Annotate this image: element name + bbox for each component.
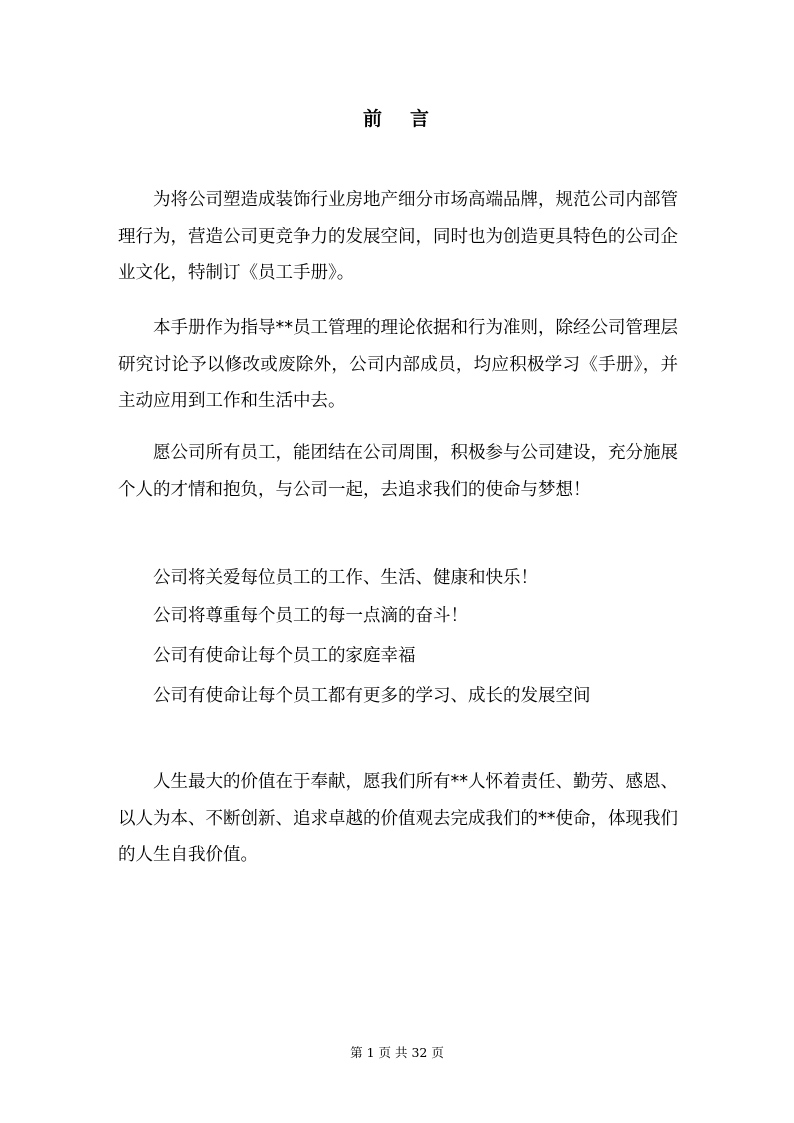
- motto-line-3: 公司有使命让每个员工的家庭幸福: [153, 646, 416, 666]
- title-char-2: 言: [410, 108, 432, 130]
- title-char-1: 前: [362, 108, 384, 130]
- motto-line-1: 公司将关爱每位员工的工作、生活、健康和快乐！: [153, 568, 538, 588]
- intro-paragraph-2: 本手册作为指导**员工管理的理论依据和行为准则，除经公司管理层研究讨论予以修改或废除外，公司内部成员，均应积极学习《手册》，并主动应用到工作和生活中去。: [118, 318, 678, 411]
- page-title: [0, 104, 794, 131]
- intro-paragraph-3: 愿公司所有员工，能团结在公司周围，积极参与公司建设，充分施展个人的才情和抱负，与公司一起，去追求我们的使命与梦想！: [118, 443, 678, 500]
- page-number-footer: 第 1 页 共 32 页: [350, 1045, 444, 1060]
- closing-paragraph: 人生最大的价值在于奉献，愿我们所有**人怀着责任、勤劳、感恩、以人为本、不断创新、追求卓越的价值观去完成我们的**使命，体现我们的人生自我价值。: [118, 772, 678, 865]
- intro-paragraph-1: 为将公司塑造成装饰行业房地产细分市场高端品牌，规范公司内部管理行为，营造公司更竞争力的发展空间，同时也为创造更具特色的公司企业文化，特制订《员工手册》。: [118, 190, 678, 283]
- motto-line-4: 公司有使命让每个员工都有更多的学习、成长的发展空间: [153, 686, 591, 706]
- motto-line-2: 公司将尊重每个员工的每一点滴的奋斗！: [153, 606, 468, 626]
